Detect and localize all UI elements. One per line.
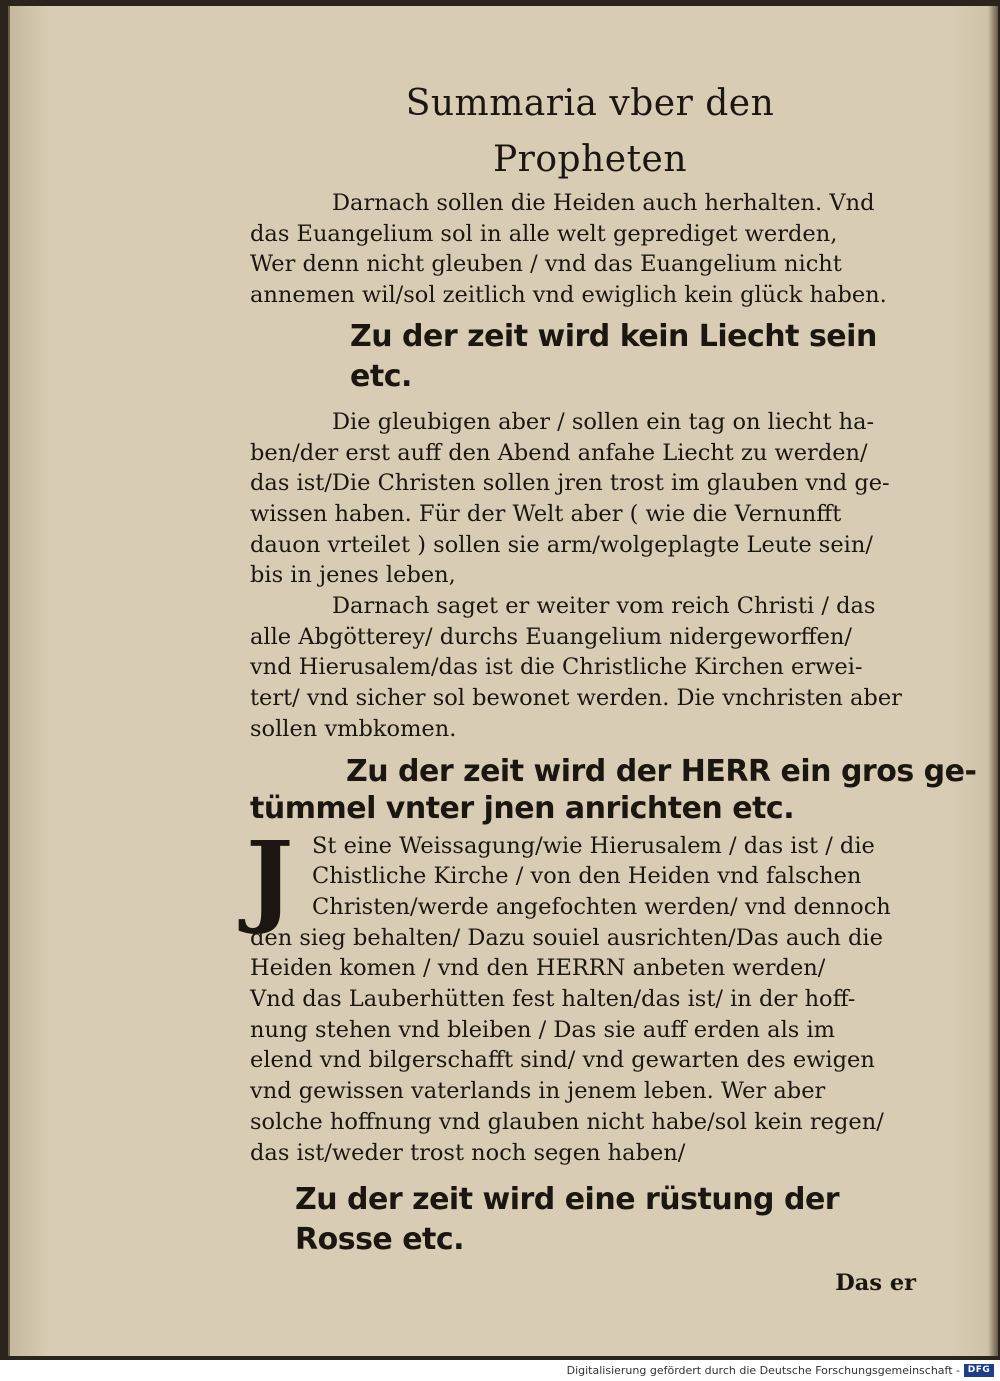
text-line: nung stehen vnd bleiben / Das sie auff erden als im bbox=[250, 1016, 836, 1043]
paragraph-4-body bbox=[250, 831, 940, 1169]
heading-line: Zu der zeit wird der HERR ein gros ge- bbox=[346, 753, 977, 789]
paragraph-3 bbox=[250, 591, 940, 745]
section-heading-3: Zu der zeit wird eine rüstung der Rosse etc. bbox=[295, 1182, 840, 1258]
text-line: alle Abgötterey/ durchs Euangelium nidergeworffen/ bbox=[250, 623, 852, 650]
text-line: Christen/werde angefochten werden/ vnd dennoch bbox=[312, 893, 891, 920]
text-line: das ist/weder trost noch segen haben/ bbox=[250, 1139, 686, 1166]
footer-credit: Digitalisierung gefördert durch die Deutsche Forschungsgemeinschaft - bbox=[566, 1364, 960, 1377]
text-line: dauon vrteilet ) sollen sie arm/wolgeplagte Leute sein/ bbox=[250, 531, 873, 558]
heading-line: tümmel vnter jnen anrichten etc. bbox=[250, 790, 795, 826]
text-line: ben/der erst auff den Abend anfahe Liecht zu werden/ bbox=[250, 439, 868, 466]
catchword: Das er bbox=[835, 1270, 916, 1297]
text-line: wissen haben. Für der Welt aber ( wie die Vernunfft bbox=[250, 500, 842, 527]
dfg-logo: DFG bbox=[964, 1364, 994, 1377]
paragraph-1 bbox=[250, 188, 940, 311]
text-line: elend vnd bilgerschafft sind/ vnd gewarten des ewigen bbox=[250, 1047, 875, 1074]
text-line: Vnd das Lauberhütten fest halten/das ist/ in der hoff- bbox=[250, 986, 856, 1013]
running-title: Summaria vber den Propheten bbox=[405, 83, 775, 180]
text-line: das Euangelium sol in alle welt geprediget werden, bbox=[250, 220, 838, 247]
text-line: vnd Hierusalem/das ist die Christliche Kirchen erwei- bbox=[250, 654, 863, 681]
text-line: St eine Weissagung/wie Hierusalem / das ist / die bbox=[312, 832, 875, 859]
text-line: Darnach saget er weiter vom reich Christi / das bbox=[332, 593, 876, 620]
text-line: Die gleubigen aber / sollen ein tag on liecht ha- bbox=[332, 408, 875, 435]
text-line: das ist/Die Christen sollen jren trost im glauben vnd ge- bbox=[250, 470, 890, 497]
section-heading-1: Zu der zeit wird kein Liecht sein etc. bbox=[350, 318, 877, 394]
text-block bbox=[246, 76, 977, 1297]
section-heading-2 bbox=[250, 753, 977, 827]
text-line: solche hoffnung vnd glauben nicht habe/sol kein regen/ bbox=[250, 1108, 884, 1135]
paragraph-2 bbox=[250, 407, 940, 591]
text-line: Darnach sollen die Heiden auch herhalten. Vnd bbox=[332, 190, 875, 216]
text-line: bis in jenes leben, bbox=[250, 562, 456, 589]
page-edge-shadow bbox=[988, 6, 998, 1356]
text-line: sollen vmbkomen. bbox=[250, 715, 457, 742]
digitization-footer bbox=[0, 1360, 1000, 1381]
book-page bbox=[8, 6, 998, 1356]
text-line: Chistliche Kirche / von den Heiden vnd falschen bbox=[312, 863, 862, 890]
paragraph-4 bbox=[246, 818, 940, 1169]
text-line: vnd gewissen vaterlands in jenem leben. Wer aber bbox=[250, 1078, 826, 1105]
text-line: den sieg behalten/ Dazu souiel ausrichten/Das auch die bbox=[250, 924, 883, 951]
text-line: annemen wil/sol zeitlich vnd ewiglich kein glück haben. bbox=[250, 282, 887, 309]
text-line: Heiden komen / vnd den HERRN anbeten werden/ bbox=[250, 955, 826, 982]
text-line: Wer denn nicht gleuben / vnd das Euangelium nicht bbox=[250, 251, 842, 278]
text-line: tert/ vnd sicher sol bewonet werden. Die vnchristen aber bbox=[250, 685, 902, 712]
drop-cap-initial: J bbox=[246, 818, 294, 937]
